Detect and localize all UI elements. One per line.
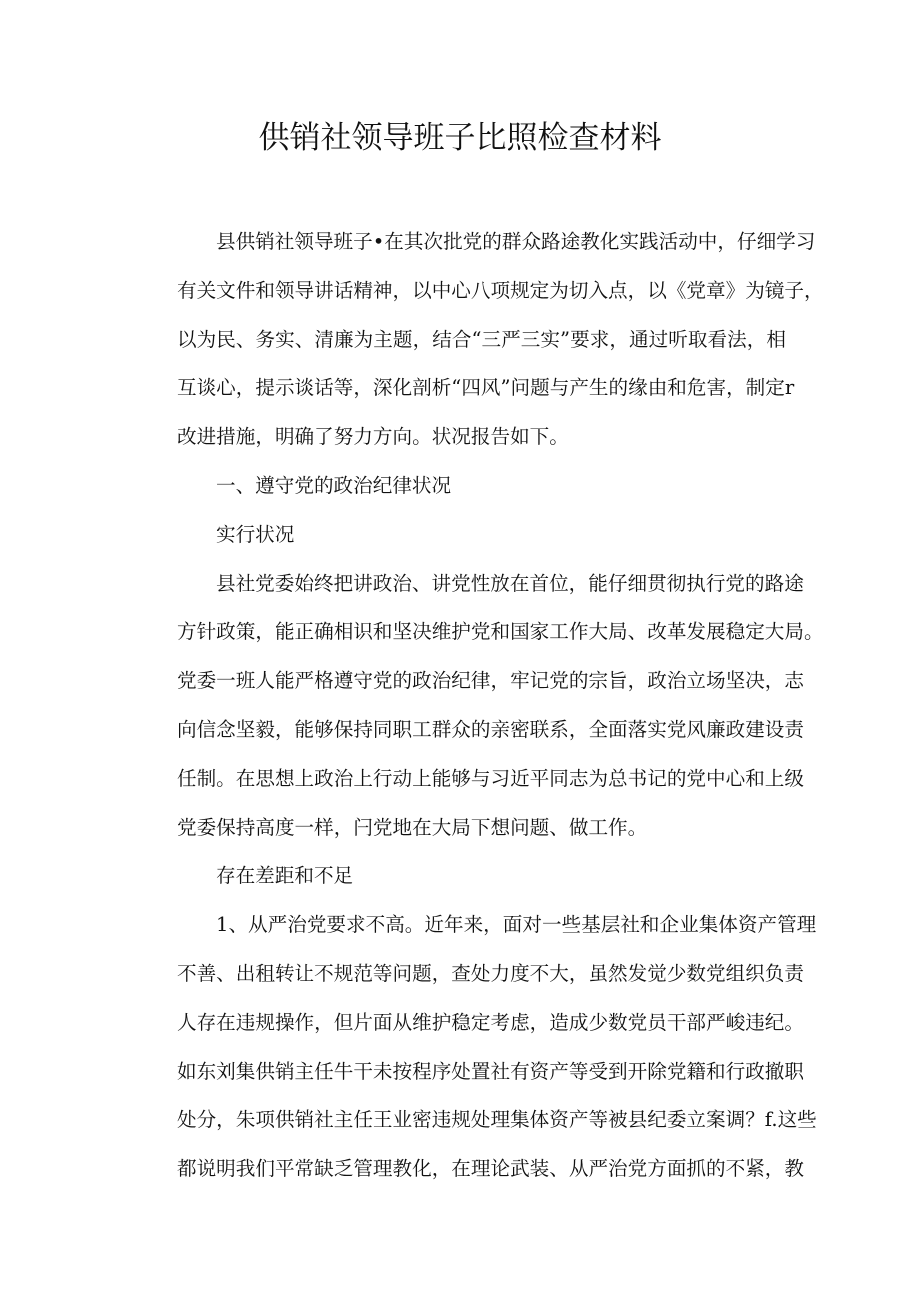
paragraph-gap-1	[138, 901, 817, 1194]
section-heading	[138, 462, 786, 511]
text-line: 不善、出租转让不规范等问题，查处力度不大，虽然发觉少数党组织负责	[177, 961, 804, 985]
document-body	[138, 218, 824, 1194]
document-title: 供销社领导班子比照检查材料	[258, 120, 662, 156]
text-line: 党委一班人能严格遵守党的政治纪律，牢记党的宗旨，政治立场坚决，志	[177, 669, 804, 693]
text-line: 以为民、务实、清廉为主题，结合“三严三实”要求，通过听取看法，相	[177, 327, 786, 351]
text-line: 党委保持高度一样，闩党地在大局下想问题、做工作。	[177, 815, 648, 839]
text-line: 任制。在思想上政治上行动上能够与习近平同志为总书记的党中心和上级	[177, 766, 804, 790]
text-line: 一、遵守党的政治纪律状况	[216, 473, 452, 497]
text-line: 如东刘集供销主任牛干未按程序处置社有资产等受到开除党籍和行政撤职	[177, 1059, 804, 1083]
text-line: 存在差距和不足	[216, 864, 354, 888]
text-line: 方针政策，能正确相识和坚决维护党和国家工作大局、改革发展稳定大局。	[177, 620, 824, 644]
paragraph-intro	[138, 218, 824, 462]
text-line: 有关文件和领导讲话精神，以中心八项规定为切入点，以《党章》为镜子，	[177, 278, 824, 302]
paragraph-implementation	[138, 560, 824, 853]
text-line: 互谈心，提示谈话等，深化剖析“四风”问题与产生的缘由和危害，制定r	[177, 376, 795, 400]
text-line: 人存在违规操作，但片面从维护稳定考虑，造成少数党员干部严峻违纪。	[177, 1010, 804, 1034]
text-line: 实行状况	[216, 522, 295, 546]
text-line: 都说明我们平常缺乏管理教化，在理论武装、从严治党方面抓的不紧，教	[177, 1157, 804, 1181]
subheading-gaps	[138, 852, 786, 901]
text-line: 改进措施，明确了努力方向。状况报告如下。	[177, 425, 569, 449]
text-line: 处分，朱项供销社主任王业密违规处理集体资产等被县纪委立案调？f.这些	[177, 1108, 817, 1132]
subheading-implementation	[138, 511, 786, 560]
text-line: 1、从严治党要求不高。近年来，面对一些基层社和企业集体资产管理	[216, 913, 817, 937]
text-line: 县供销社领导班子•在其次批党的群众路途教化实践活动中，仔细学习	[216, 230, 816, 253]
text-line: 向信念坚毅，能够保持同职工群众的亲密联系，全面落实党风廉政建设责	[177, 717, 804, 741]
text-line: 县社党委始终把讲政治、讲党性放在首位，能仔细贯彻执行党的路途	[216, 571, 804, 595]
